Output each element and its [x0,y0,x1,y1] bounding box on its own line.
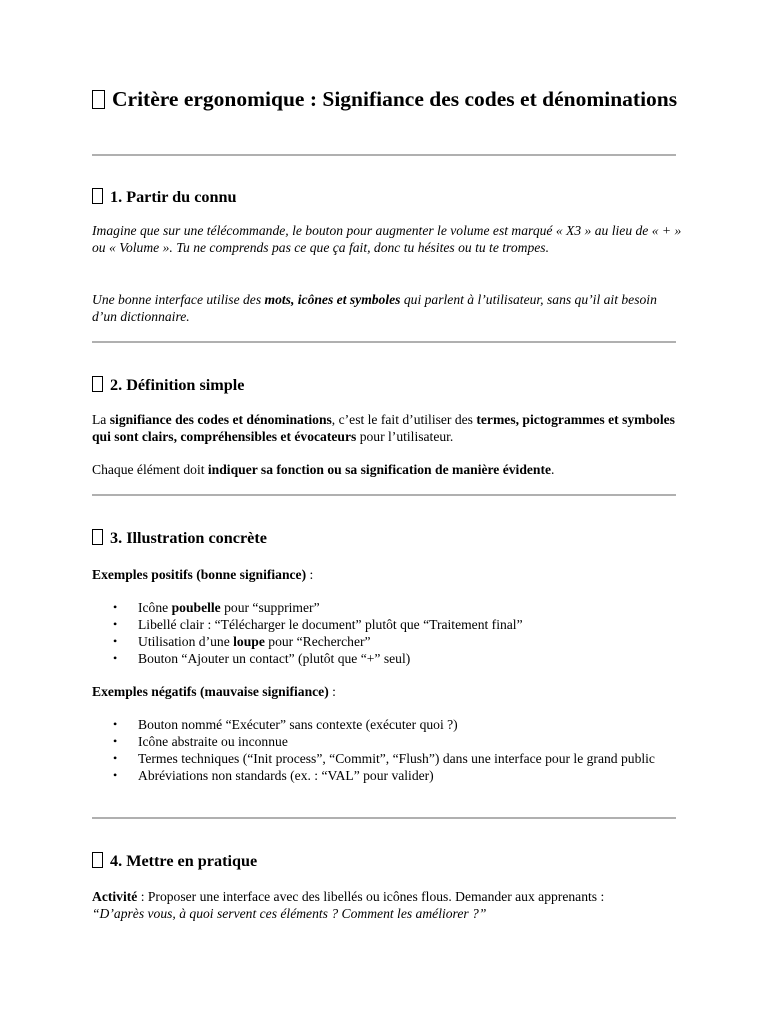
list-item: • Utilisation d’une loupe pour “Rechercher” [92,633,682,650]
section-4-paragraph: Activité : Proposer une interface avec des libellés ou icônes flous. Demander aux apprenants : “D’après vous, à quoi servent ces éléments ? Comment les améliorer ?” [92,889,605,921]
divider [92,817,676,819]
missing-glyph-icon [92,90,105,109]
positive-examples-list [92,599,682,667]
list-item: • Bouton nommé “Exécuter” sans contexte (exécuter quoi ?) [92,716,682,733]
list-item: • Bouton “Ajouter un contact” (plutôt que “+” seul) [92,650,682,667]
list-item: • Icône poubelle pour “supprimer” [92,599,682,616]
section-2-paragraph-2: Chaque élément doit indiquer sa fonction ou sa signification de manière évidente. [92,462,555,477]
section-2-paragraph-1: La signifiance des codes et dénominations, c’est le fait d’utiliser des termes, pictogrammes et symboles qui sont clairs, compréhensibles et évocateurs pour l’utilisateur. [92,412,675,444]
section-1-paragraph-1: Imagine que sur une télécommande, le bouton pour augmenter le volume est marqué « X3 » au lieu de « + » ou « Volume ». Tu ne comprends pas ce que ça fait, donc tu hésites ou tu te trompes. [92,223,682,255]
section-1-paragraph-2: Une bonne interface utilise des mots, icônes et symboles qui parlent à l’utilisateur, sans qu’il ait besoin d’un dictionnaire. [92,292,657,324]
positive-examples-label: Exemples positifs (bonne signifiance) : [92,567,314,582]
list-item: • Termes techniques (“Init process”, “Commit”, “Flush”) dans une interface pour le grand public [92,750,682,767]
list-item: • Abréviations non standards (ex. : “VAL” pour valider) [92,767,682,784]
missing-glyph-icon [92,376,103,392]
negative-examples-list [92,716,682,784]
list-item: • Libellé clair : “Télécharger le document” plutôt que “Traitement final” [92,616,682,633]
section-heading-4: 4. Mettre en pratique [92,851,676,871]
divider [92,341,676,343]
section-heading-1: 1. Partir du connu [92,187,676,207]
missing-glyph-icon [92,852,103,868]
page-title: Critère ergonomique : Signifiance des codes et dénominations [92,86,692,113]
negative-examples-label: Exemples négatifs (mauvaise signifiance) : [92,684,336,699]
list-item: • Icône abstraite ou inconnue [92,733,682,750]
section-heading-2: 2. Définition simple [92,375,676,395]
divider [92,494,676,496]
section-heading-3: 3. Illustration concrète [92,528,676,548]
divider [92,154,676,156]
missing-glyph-icon [92,529,103,545]
missing-glyph-icon [92,188,103,204]
